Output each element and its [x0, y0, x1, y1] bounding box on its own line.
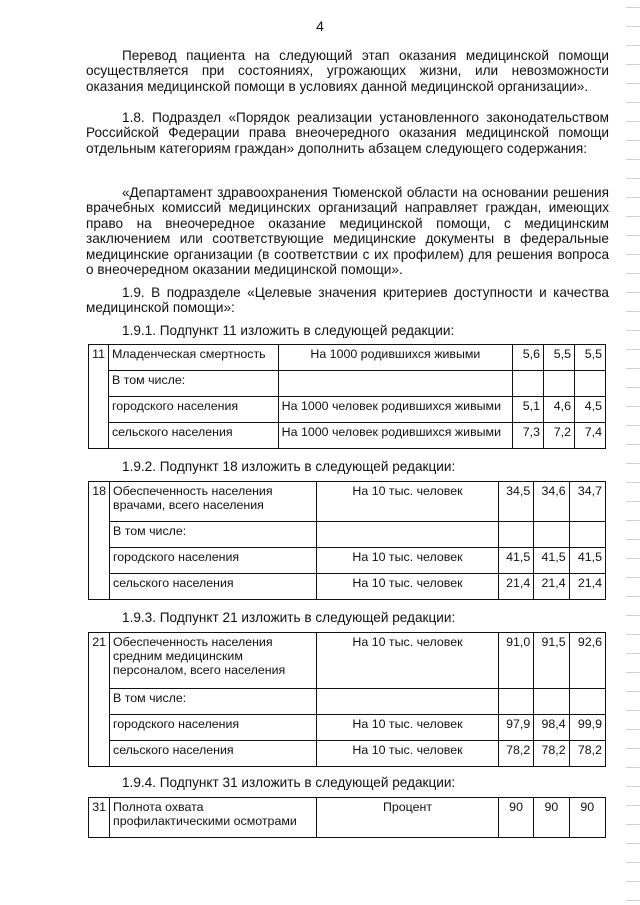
item-number: 21 — [89, 633, 110, 767]
indicator-label: сельского населения — [110, 574, 317, 600]
indicator-label: В том числе: — [108, 371, 278, 397]
value-cell — [544, 371, 575, 397]
value-cell: 90 — [498, 798, 533, 838]
indicator-label: В том числе: — [110, 689, 317, 715]
value-cell: 34,5 — [498, 482, 533, 522]
table-row — [89, 397, 606, 423]
item-number: 11 — [89, 345, 109, 449]
indicator-label: городского населения — [110, 548, 317, 574]
value-cell: 7,3 — [513, 423, 544, 449]
value-cell — [513, 371, 544, 397]
value-cell: 90 — [569, 798, 605, 838]
table-row — [89, 574, 606, 600]
paragraph-transfer: Перевод пациента на следующий этап оказания медицинской помощи осуществляется при состояниях, угрожающих жизни, или невозможности оказания медицинской помощи в условиях данной медицинской организации». — [86, 48, 609, 94]
indicator-label: Обеспеченность населения врачами, всего населения — [110, 482, 317, 522]
unit-cell: На 10 тыс. человек — [317, 741, 499, 767]
table-subpoint-18 — [88, 481, 606, 600]
value-cell: 78,2 — [569, 741, 605, 767]
value-cell: 99,9 — [569, 715, 605, 741]
table-row — [89, 798, 606, 838]
indicator-label: Обеспеченность населения средним медицинским персоналом, всего населения — [110, 633, 317, 689]
unit-cell: На 1000 родившихся живыми — [278, 345, 512, 371]
value-cell: 91,5 — [534, 633, 569, 689]
paragraph-1-9: 1.9. В подразделе «Целевые значения критериев доступности и качества медицинской помощи»: — [86, 285, 609, 316]
paragraph-1-8: 1.8. Подраздел «Порядок реализации установленного законодательством Российской Федерации права внеочередного оказания медицинской помощи отдельным категориям граждан» дополнить абзацем следующего содержания: — [86, 110, 609, 156]
table-subpoint-21 — [88, 632, 606, 767]
value-cell: 5,5 — [544, 345, 575, 371]
unit-cell — [278, 371, 512, 397]
value-cell: 97,9 — [498, 715, 533, 741]
indicator-label: городского населения — [110, 715, 317, 741]
indicator-label: В том числе: — [110, 522, 317, 548]
table-subpoint-11 — [88, 344, 606, 449]
scan-edge-artifact — [626, 0, 640, 905]
unit-cell — [317, 689, 499, 715]
value-cell: 21,4 — [498, 574, 533, 600]
indicator-label: Полнота охвата профилактическими осмотрами — [110, 798, 317, 838]
unit-cell: На 10 тыс. человек — [317, 574, 499, 600]
value-cell — [498, 689, 533, 715]
value-cell: 4,6 — [544, 397, 575, 423]
value-cell: 5,5 — [574, 345, 605, 371]
table-row — [89, 482, 606, 522]
value-cell: 5,1 — [513, 397, 544, 423]
value-cell: 4,5 — [574, 397, 605, 423]
value-cell: 92,6 — [569, 633, 605, 689]
value-cell: 41,5 — [569, 548, 605, 574]
value-cell: 34,6 — [534, 482, 569, 522]
subpoint-1-9-4: 1.9.4. Подпункт 31 изложить в следующей редакции: — [122, 775, 456, 790]
unit-cell: На 1000 человек родившихся живыми — [278, 423, 512, 449]
indicator-label: Младенческая смертность — [108, 345, 278, 371]
table-row — [89, 345, 606, 371]
value-cell: 41,5 — [534, 548, 569, 574]
table-subpoint-31 — [88, 797, 606, 838]
subpoint-1-9-2: 1.9.2. Подпункт 18 изложить в следующей редакции: — [122, 459, 456, 474]
unit-cell: На 10 тыс. человек — [317, 548, 499, 574]
unit-cell: На 10 тыс. человек — [317, 482, 499, 522]
value-cell — [574, 371, 605, 397]
indicator-label: сельского населения — [110, 741, 317, 767]
value-cell — [569, 689, 605, 715]
unit-cell: На 1000 человек родившихся живыми — [278, 397, 512, 423]
table-row — [89, 689, 606, 715]
item-number: 18 — [89, 482, 110, 600]
indicator-label: сельского населения — [108, 423, 278, 449]
value-cell: 78,2 — [498, 741, 533, 767]
item-number: 31 — [89, 798, 110, 838]
value-cell: 90 — [534, 798, 569, 838]
subpoint-1-9-1: 1.9.1. Подпункт 11 изложить в следующей редакции: — [122, 323, 455, 338]
value-cell: 7,2 — [544, 423, 575, 449]
unit-cell: На 10 тыс. человек — [317, 633, 499, 689]
table-row — [89, 715, 606, 741]
table-row — [89, 548, 606, 574]
unit-cell: На 10 тыс. человек — [317, 715, 499, 741]
paragraph-department: «Департамент здравоохранения Тюменской области на основании решения врачебных комиссий медицинских организаций направляет граждан, имеющих право на внеочередное оказание медицинской помощи, с медицинским заключением или соответствующие медицинские документы в федеральные медицинские организации (в соответствии с их профилем) для решения вопроса о внеочередном оказании медицинской помощи». — [86, 185, 609, 278]
value-cell: 91,0 — [498, 633, 533, 689]
table-row — [89, 522, 606, 548]
page-number: 4 — [316, 18, 324, 34]
value-cell: 7,4 — [574, 423, 605, 449]
value-cell: 21,4 — [534, 574, 569, 600]
subpoint-1-9-3: 1.9.3. Подпункт 21 изложить в следующей редакции: — [122, 610, 456, 625]
value-cell — [534, 522, 569, 548]
value-cell: 78,2 — [534, 741, 569, 767]
value-cell — [498, 522, 533, 548]
table-row — [89, 371, 606, 397]
unit-cell: Процент — [317, 798, 499, 838]
value-cell: 98,4 — [534, 715, 569, 741]
value-cell: 34,7 — [569, 482, 605, 522]
table-row — [89, 741, 606, 767]
table-row — [89, 633, 606, 689]
value-cell: 41,5 — [498, 548, 533, 574]
indicator-label: городского населения — [108, 397, 278, 423]
table-row — [89, 423, 606, 449]
unit-cell — [317, 522, 499, 548]
value-cell — [534, 689, 569, 715]
value-cell: 21,4 — [569, 574, 605, 600]
value-cell: 5,6 — [513, 345, 544, 371]
value-cell — [569, 522, 605, 548]
